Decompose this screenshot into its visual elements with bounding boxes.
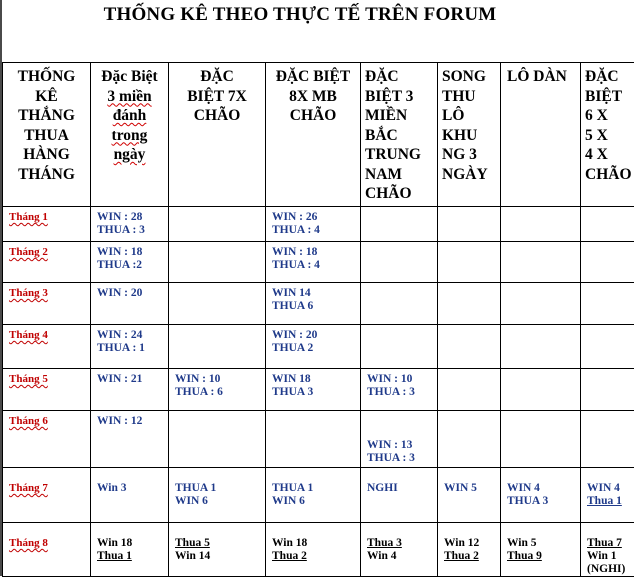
page-title: THỐNG KÊ THEO THỰC TẾ TRÊN FORUM (0, 4, 600, 26)
data-cell (501, 325, 581, 369)
data-cell: WIN : 20 (91, 283, 169, 325)
data-cell: Thua 3 Win 4 (361, 523, 438, 577)
data-cell: Win 5 Thua 9 (501, 523, 581, 577)
header-special-7x (169, 63, 266, 207)
header-line: THÁNG (3, 165, 90, 185)
header-line: đánh (91, 106, 168, 126)
data-cell (438, 283, 501, 325)
data-cell: WIN : 12 (91, 411, 169, 468)
header-line: THỐNG (3, 67, 90, 87)
table-row (3, 325, 634, 369)
data-cell: WIN 14 THUA 6 (266, 283, 361, 325)
month-label: Tháng 3 (3, 283, 91, 325)
data-cell: WIN : 18 THUA : 4 (266, 242, 361, 283)
header-line: KHU (442, 126, 500, 146)
data-cell (501, 283, 581, 325)
header-line: LÔ (442, 106, 500, 126)
data-cell (581, 242, 634, 283)
data-cell (581, 411, 634, 468)
table-row (3, 242, 634, 283)
data-cell (501, 411, 581, 468)
data-cell (438, 369, 501, 411)
data-cell: WIN : 10 THUA : 6 (169, 369, 266, 411)
table-row (3, 411, 634, 468)
header-line: 5 X (585, 126, 634, 146)
data-cell: WIN : 26 THUA : 4 (266, 207, 361, 242)
header-line: 4 X (585, 145, 634, 165)
header-line: NAM (365, 165, 437, 185)
header-lo-dan (501, 63, 581, 207)
data-cell (501, 207, 581, 242)
data-cell: Win 12 Thua 2 (438, 523, 501, 577)
data-cell: WIN 4 Thua 1 (581, 468, 634, 523)
month-label: Tháng 7 (3, 468, 91, 523)
month-label: Tháng 1 (3, 207, 91, 242)
header-line: CHÃO (365, 184, 437, 204)
data-cell: WIN : 10 THUA : 3 (361, 369, 438, 411)
data-cell: WIN 18 THUA 3 (266, 369, 361, 411)
header-line: CHÃO (266, 106, 360, 126)
header-line: KÊ (3, 87, 90, 107)
data-cell (169, 325, 266, 369)
month-label: Tháng 4 (3, 325, 91, 369)
month-label: Tháng 6 (3, 411, 91, 468)
header-line: 8X MB (266, 87, 360, 107)
header-line: SONG (442, 67, 500, 87)
data-cell: Win 18 Thua 2 (266, 523, 361, 577)
header-line: NG 3 (442, 145, 500, 165)
data-cell: WIN 5 (438, 468, 501, 523)
data-cell (169, 283, 266, 325)
data-cell: WIN : 20 THUA 2 (266, 325, 361, 369)
data-cell: THUA 1 WIN 6 (169, 468, 266, 523)
header-line: THU (442, 87, 500, 107)
data-cell: WIN 4 THUA 3 (501, 468, 581, 523)
header-line: ngày (91, 145, 168, 165)
table-row (3, 369, 634, 411)
data-cell (361, 325, 438, 369)
data-cell (361, 242, 438, 283)
table-row (3, 207, 634, 242)
data-cell (169, 207, 266, 242)
data-cell: Win 18 Thua 1 (91, 523, 169, 577)
header-line: ĐẶC (365, 67, 437, 87)
data-cell: WIN : 21 (91, 369, 169, 411)
table-row (3, 523, 634, 577)
header-line: 3 miền (91, 87, 168, 107)
header-line: ĐẶC BIỆT (266, 67, 360, 87)
header-line: 6 X (585, 106, 634, 126)
header-line: BIỆT 3 (365, 87, 437, 107)
header-line: HÀNG (3, 145, 90, 165)
stats-table (2, 62, 634, 577)
header-line: BIỆT 7X (169, 87, 265, 107)
data-cell: WIN : 18 THUA :2 (91, 242, 169, 283)
header-special-3-regions (361, 63, 438, 207)
header-line: CHÃO (585, 165, 634, 185)
data-cell (501, 369, 581, 411)
data-cell (581, 369, 634, 411)
data-cell (438, 242, 501, 283)
data-cell (438, 411, 501, 468)
data-cell (266, 411, 361, 468)
header-special-6x-5x-4x (581, 63, 634, 207)
table-row (3, 468, 634, 523)
data-cell (361, 207, 438, 242)
data-cell (361, 283, 438, 325)
header-row (3, 63, 634, 207)
header-line: NGÀY (442, 165, 500, 185)
data-cell (501, 242, 581, 283)
data-cell: THUA 1 WIN 6 (266, 468, 361, 523)
header-line: BIỆT (585, 87, 634, 107)
header-line: THẮNG (3, 106, 90, 126)
data-cell (581, 283, 634, 325)
header-line: Đặc Biệt (91, 67, 168, 87)
header-line: BẮC (365, 126, 437, 146)
data-cell (169, 242, 266, 283)
table-row (3, 283, 634, 325)
header-line: MIỀN (365, 106, 437, 126)
data-cell (581, 207, 634, 242)
header-line: ĐẶC (585, 67, 634, 87)
header-song-thu-lo (438, 63, 501, 207)
header-special-3-regions-daily (91, 63, 169, 207)
month-label: Tháng 5 (3, 369, 91, 411)
header-line: TRUNG (365, 145, 437, 165)
header-line: THUA (3, 126, 90, 146)
data-cell (438, 207, 501, 242)
month-label: Tháng 2 (3, 242, 91, 283)
header-line: CHÃO (169, 106, 265, 126)
data-cell: Thua 7 Win 1 (NGHI) (581, 523, 634, 577)
data-cell: NGHI (361, 468, 438, 523)
data-cell (169, 411, 266, 468)
header-special-8x-mb (266, 63, 361, 207)
data-cell: WIN : 24 THUA : 1 (91, 325, 169, 369)
header-line: trong (91, 126, 168, 146)
data-cell: WIN : 13 THUA : 3 (361, 411, 438, 468)
data-cell (438, 325, 501, 369)
data-cell: Thua 5 Win 14 (169, 523, 266, 577)
data-cell: WIN : 28 THUA : 3 (91, 207, 169, 242)
data-cell: Win 3 (91, 468, 169, 523)
header-line: LÔ DÀN (507, 67, 580, 87)
month-label: Tháng 8 (3, 523, 91, 577)
data-cell (581, 325, 634, 369)
header-monthly-stats (3, 63, 91, 207)
header-line: ĐẶC (169, 67, 265, 87)
